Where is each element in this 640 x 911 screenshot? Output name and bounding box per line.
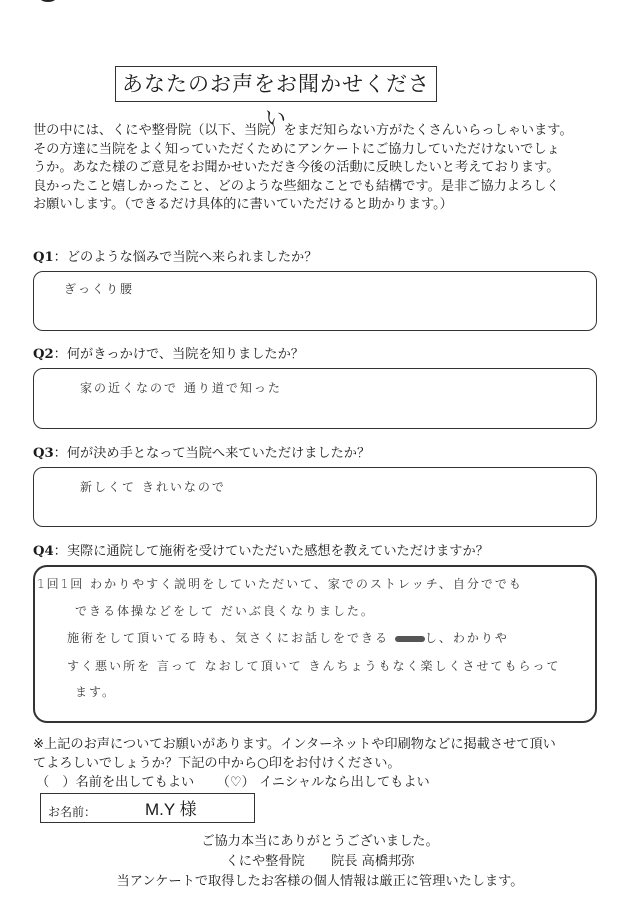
intro-line: その方達に当院をよく知っていただくためにアンケートにご協力していただけないでしょ	[33, 141, 560, 157]
footer-thanks: ご協力本当にありがとうございました。	[201, 834, 439, 849]
question-text: ：何がきっかけで、当院を知りましたか？	[53, 347, 304, 362]
question-text: ：何が決め手となって当院へ来ていただけましたか？	[53, 446, 371, 461]
answer-box-1[interactable]	[33, 271, 597, 331]
intro-line: 良かったこと嬉しかったこと、どのような些細なことでも結構です。是非ご協力よろしく	[33, 178, 560, 194]
question-1	[33, 246, 317, 265]
name-label: お名前：	[48, 805, 97, 819]
scan-artifact	[40, 0, 56, 2]
answer-text: 1回1回 わかりやすく説明をしていただいて、家でのストレッチ、自分ででも	[37, 577, 523, 591]
question-3	[33, 442, 370, 461]
question-label: Q2	[33, 347, 54, 362]
answer-text-line	[67, 629, 509, 646]
footer-clinic: くにや整骨院 院長 高橋邦弥	[225, 854, 415, 869]
answer-text: 新しくて きれいなので	[80, 480, 226, 494]
name-value: M.Y 様	[145, 800, 197, 819]
option-initial-ok: イニシャルなら出してもよい	[259, 775, 430, 790]
answer-box-3[interactable]	[33, 467, 597, 527]
answer-box-2[interactable]	[33, 368, 597, 429]
intro-line: お願いします。（できるだけ具体的に書いていただけると助かります。）	[33, 197, 453, 213]
question-4	[33, 540, 489, 559]
answer-text: 施術をして頂いてる時も、気さくにお話しをできる	[67, 631, 390, 645]
consent-line-2: てよろしいでしょうか？下記の中から○印をお付けください。	[33, 756, 401, 771]
answer-text: できる体操などをして だいぶ良くなりました。	[75, 604, 375, 618]
consent-options	[36, 771, 430, 790]
consent-line-1: ※上記のお声についてお願いがあります。インターネットや印刷物などに掲載させて頂い	[33, 737, 556, 752]
question-label: Q4	[33, 544, 54, 559]
scribble-mark	[395, 636, 425, 642]
question-2	[33, 343, 304, 362]
question-text: ：実際に通院して施術を受けていただいた感想を教えていただけますか？	[53, 544, 489, 559]
page-title: あなたのお声をお聞かせください	[115, 66, 437, 102]
intro-line: うか。あなた様のご意見をお聞かせいただき今後の活動に反映したいと考えております。	[33, 160, 560, 176]
question-text: ：どのような悩みで当院へ来られましたか？	[53, 250, 318, 265]
answer-text: し、わかりや	[424, 631, 509, 645]
intro-paragraph	[33, 122, 623, 215]
option-initial-mark[interactable]: （♡）	[216, 775, 255, 790]
name-field[interactable]	[40, 793, 255, 823]
option-name-ok[interactable]: （ ）名前を出してもよい	[36, 775, 195, 790]
intro-line: 世の中には、くにや整骨院（以下、当院）をまだ知らない方がたくさんいらっしゃいます。	[33, 123, 573, 138]
question-label: Q3	[33, 446, 54, 461]
answer-text: ます。	[75, 685, 117, 699]
question-label: Q1	[33, 250, 54, 265]
answer-text: ぎっくり腰	[64, 282, 135, 296]
answer-text: 家の近くなので 通り道で知った	[80, 381, 282, 395]
answer-text: すく悪い所を 言って なおして頂いて きんちょうもなく楽しくさせてもらって	[67, 659, 561, 673]
answer-box-4[interactable]	[33, 565, 597, 723]
footer-privacy: 当アンケートで取得したお客様の個人情報は厳正に管理いたします。	[116, 874, 524, 889]
